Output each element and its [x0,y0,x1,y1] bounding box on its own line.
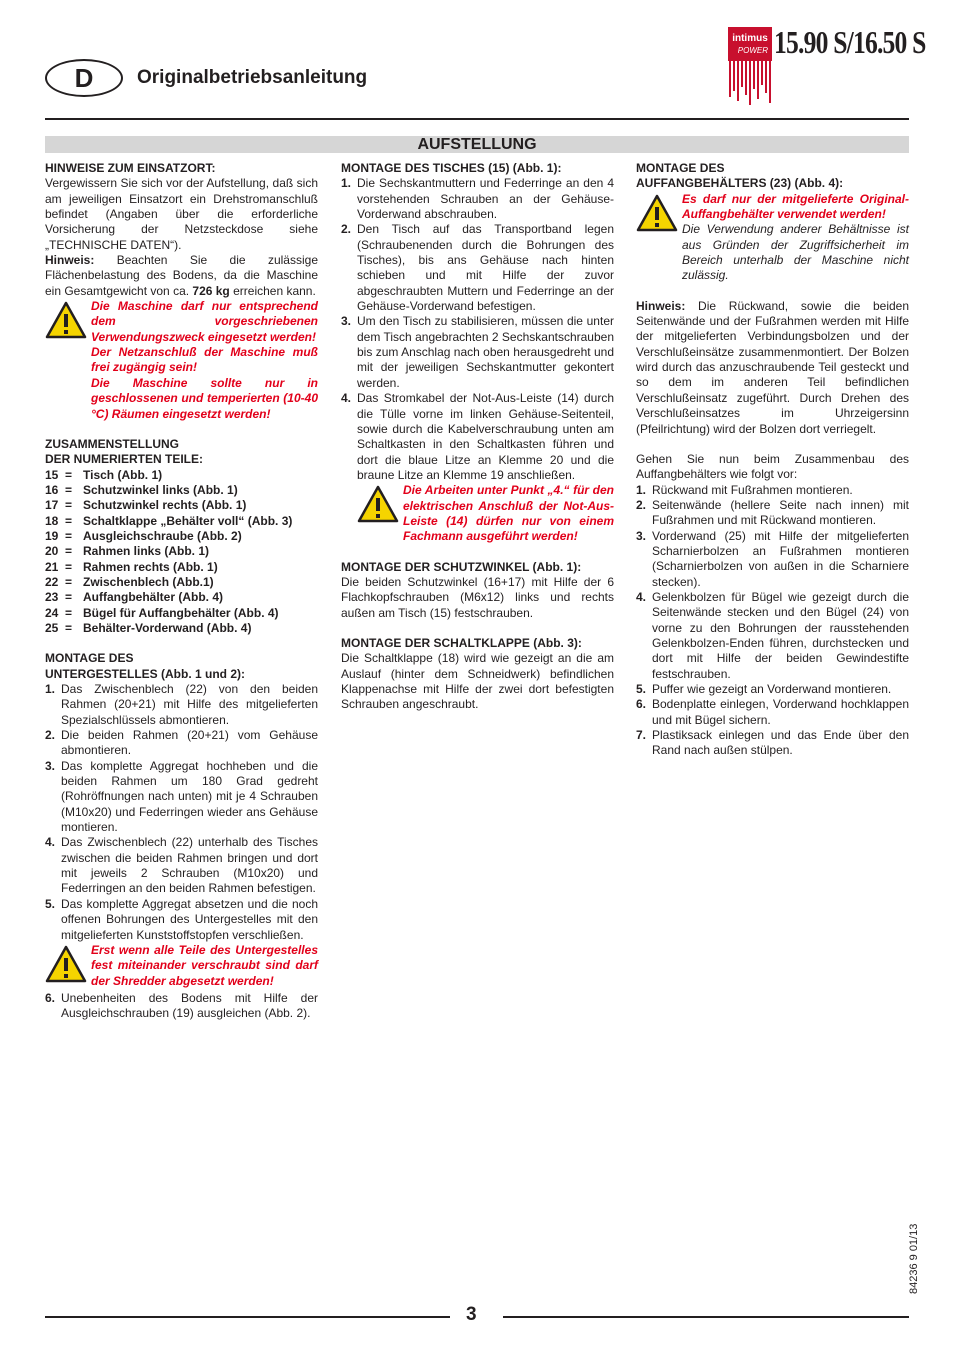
page-number: 3 [466,1304,477,1325]
list-item: 5. Das komplette Aggregat absetzen und die noch offenen Bohrungen des Untergestelles mit den mitgelieferten Kunststoffstopfen verschließen. [45,896,318,942]
warning-text-power: Der Netzanschluß der Maschine muß frei zugängig sein! [91,345,318,375]
warning-icon [357,485,399,523]
weight-value: 726 kg [192,283,230,298]
logo-subtext: POWER [737,46,768,55]
steps-tisch [341,176,614,483]
heading-untergestell-a: MONTAGE DES [45,651,134,666]
warning-block-behaelter [636,192,909,284]
heading-einsatzort: HINWEISE ZUM EINSATZORT: [45,161,216,175]
column-3 [636,161,909,759]
document-title: Originalbetriebsanleitung [137,67,368,88]
section-title: AUFSTELLUNG [417,136,537,153]
parts-list [45,468,318,637]
warning-text-room: Die Maschine sollte nur in geschlossenen und temperierten (10-40 °C) Räumen eingesetzt werden! [91,375,318,421]
warning-icon [45,301,87,339]
steps-auffang [636,483,909,759]
list-item: 1. Das Zwischenblech (22) von den beiden Rahmen (20+21) mit Hilfe des mitgelieferten Spezialschlüssels abmontieren. [45,682,318,727]
intimus-logo [728,27,772,107]
heading-schaltklappe: MONTAGE DER SCHALTKLAPPE (Abb. 3): [341,635,582,650]
list-item: 2. Seitenwände (hellere Seite nach innen) mit Fußrahmen und mit Rückwand montieren. [636,497,909,528]
list-item: 4. Das Zwischenblech (22) unterhalb des Tisches zwischen die beiden Rahmen bringen und dort mit jeweils 2 Schrauben (M10x20) und Federringen an den beiden Rahmen befestigen. [45,835,318,896]
warning-icon [636,194,678,232]
list-item: 2. Die beiden Rahmen (20+21) vom Gehäuse abmontieren. [45,728,318,758]
heading-parts-a: ZUSAMMENSTELLUNG [45,436,179,451]
steps-untergestell-cont [45,991,318,1022]
part-item: 15 = Tisch (Abb. 1) [45,467,163,482]
footer-rule-left [45,1316,450,1318]
part-item: 16 = Schutzwinkel links (Abb. 1) [45,482,238,497]
heading-parts-b: DER NUMERIERTEN TEILE: [45,452,204,467]
heading-auffang-b: AUFFANGBEHÄLTERS (23) (Abb. 4): [636,176,844,191]
part-item: 23 = Auffangbehälter (Abb. 4) [45,590,223,605]
logo-text: intimus [732,33,768,44]
header-rule [45,118,909,120]
paragraph-schaltklappe: Die Schaltklappe (18) wird wie gezeigt an die am Auslauf (hinter dem Schneidwerk) befindlichen Klappenachse mit Hilfe der zwei dort befestigten Schrauben angeschraubt. [341,651,614,712]
language-badge: D [45,59,123,97]
list-item: 1. Die Sechskantmuttern und Federringe an den 4 vorstehenden Schrauben an der Gehäuse-Vorderwand abschrauben. [341,176,614,222]
list-item: 2. Den Tisch auf das Transportband legen (Schraubenenden durch die Bohrungen des Tisches), bis ans Gehäuse nach hinten schieben und mit Hilfe der zuvor abgeschraubten Muttern und Federringe an der Gehäuse-Vorderwand befestigen. [341,222,614,314]
list-item: 4. Das Stromkabel der Not-Aus-Leiste (14) durch die Tülle vorne im linken Gehäuse-Seitenteil, sowie durch die Kabelverschraubung unten am Schaltkasten in den Schaltkasten führen und dort die blaue Litze an Klemme 20 und die braune Litze an Klemme 19 anschließen. [341,391,614,482]
column-1 [45,161,318,1022]
hinweis-label: Hinweis: [636,298,686,313]
list-item: 5. Puffer wie gezeigt an Vorderwand montieren. [636,682,892,696]
part-item: 24 = Bügel für Auffangbehälter (Abb. 4) [45,605,279,620]
paragraph-vorgehen: Gehen Sie nun beim Zusammenbau des Auffangbehälters wie folgt vor: [636,451,909,482]
hinweis-text: Die Rückwand, sowie die beiden Seitenwände und der Fußrahmen werden mit Hilfe der mitgelieferten Verbindungsbolzen und der Verschlußeinsätze zusammenmontiert. Der Bolzen wird durch das anzuschraubende Teil gesteckt und so dem im anderen Teil befindlichen Verschlußeinsatz zugeführt. Durch Drehen des Verschlußeinsatzes im Uhrzeigersinn (Pfeilrichtung) wird der Bolzen dort verriegelt. [636,298,909,436]
list-item: 6. Bodenplatte einlegen, Vorderwand hochklappen und mit Bügel sichern. [636,697,909,727]
warning-icon [45,945,87,983]
warning-text-behaelter: Es darf nur der mitgelieferte Original-Auffangbehälter verwendet werden! [682,191,909,222]
paragraph-schutzwinkel: Die beiden Schutzwinkel (16+17) mit Hilfe der 6 Flachkopfschrauben (M6x12) links und rechts außen am Tisch (15) festschrauben. [341,574,614,620]
paragraph-hinweis-montage [636,299,909,437]
steps-untergestell [45,682,318,943]
list-item: 3. Vorderwand (25) mit Hilfe der mitgelieferten Scharnierbolzen an Fußrahmen montieren (Scharnierbolzen von außen in die Scharniere stecken). [636,528,909,589]
list-item: 4. Gelenkbolzen für Bügel wie gezeigt durch die Seitenwände stecken und den Bügel (24) von vorne zu den Bohrungen der rausstehenden Gelenkbolzen-Enden führen, durchstecken und dort mit Hilfe der beiden Gewindestifte festschrauben. [636,589,909,681]
heading-auffang-a: MONTAGE DES [636,161,725,175]
hinweis-text-a: Beachten Sie die zulässige Flächenbelastung des Bodens, da die Maschine ein Gesamtgewicht von ca. [45,253,318,298]
list-item: 1. Rückwand mit Fußrahmen montieren. [636,482,853,497]
part-item: 20 = Rahmen links (Abb. 1) [45,544,210,559]
part-item: 25 = Behälter-Vorderwand (Abb. 4) [45,620,252,635]
part-item: 17 = Schutzwinkel rechts (Abb. 1) [45,498,247,513]
part-item: 22 = Zwischenblech (Abb.1) [45,574,214,589]
footer-rule-right [503,1316,909,1318]
hinweis-text-b: erreichen kann. [229,283,316,298]
warning-text-usage: Die Maschine darf nur entsprechend dem vorgeschriebenen Verwendungszweck eingesetzt werden! [91,299,318,344]
heading-untergestell-b: UNTERGESTELLES (Abb. 1 und 2): [45,666,245,681]
list-item: 7. Plastiksack einlegen und das Ende über den Rand nach außen stülpen. [636,728,909,758]
part-item: 18 = Schaltklappe „Behälter voll“ (Abb. 3) [45,513,293,528]
warning-block-electrical [341,483,614,544]
hinweis-label: Hinweis: [45,253,95,268]
warning-block-shredder [45,943,318,991]
heading-schutzwinkel: MONTAGE DER SCHUTZWINKEL (Abb. 1): [341,559,582,574]
list-item: 3. Das komplette Aggregat hochheben und die beiden Rahmen um 180 Grad gedreht (Rohröffnungen nach unten) mit je 4 Schrauben (M10x20) und Federringen wieder ans Gehäuse montieren. [45,758,318,835]
warning-text-electrical: Die Arbeiten unter Punkt „4.“ für den elektrischen Anschluß der Not-Aus-Leiste (14) dürfen nur von einem Fachmann ausgeführt werden! [403,483,614,544]
list-item: 3. Um den Tisch zu stabilisieren, müssen die unter dem Tisch angebrachten 2 Sechskantschrauben bis zum Anschlag nach oben herausgedreht und mit der jeweiligen Sechskantmutter gekontert werden. [341,314,614,390]
model-number: 15.90 S/16.50 S [774,24,926,60]
column-2 [341,161,614,713]
warning-note-behaelter: Die Verwendung anderer Behältnisse ist aus Gründen der Zugriffsicherheit im Bereich unterhalb der Maschine nicht zulässig. [682,222,909,283]
part-item: 21 = Rahmen rechts (Abb. 1) [45,559,218,574]
heading-tisch: MONTAGE DES TISCHES (15) (Abb. 1): [341,161,562,175]
warning-block-usage [45,299,318,422]
document-code: 84236 9 01/13 [908,1223,920,1294]
part-item: 19 = Ausgleichschraube (Abb. 2) [45,528,242,543]
section-bar [45,136,909,153]
paragraph-einsatzort: Vergewissern Sie sich vor der Aufstellung, daß sich am jeweiligen Einsatzort ein Drehstromanschluß befindet (Angaben über die erforderliche Vorsicherung der Netzsteckdose siehe „TECHNISCHE DATEN“). [45,176,318,252]
list-item: 6. Unebenheiten des Bodens mit Hilfe der Ausgleichschrauben (19) ausgleichen (Abb. 2). [45,990,318,1021]
warning-text-shredder: Erst wenn alle Teile des Untergestelles fest miteinander verschraubt sind darf der Shredder abgesetzt werden! [91,942,318,988]
paragraph-hinweis [45,253,318,299]
